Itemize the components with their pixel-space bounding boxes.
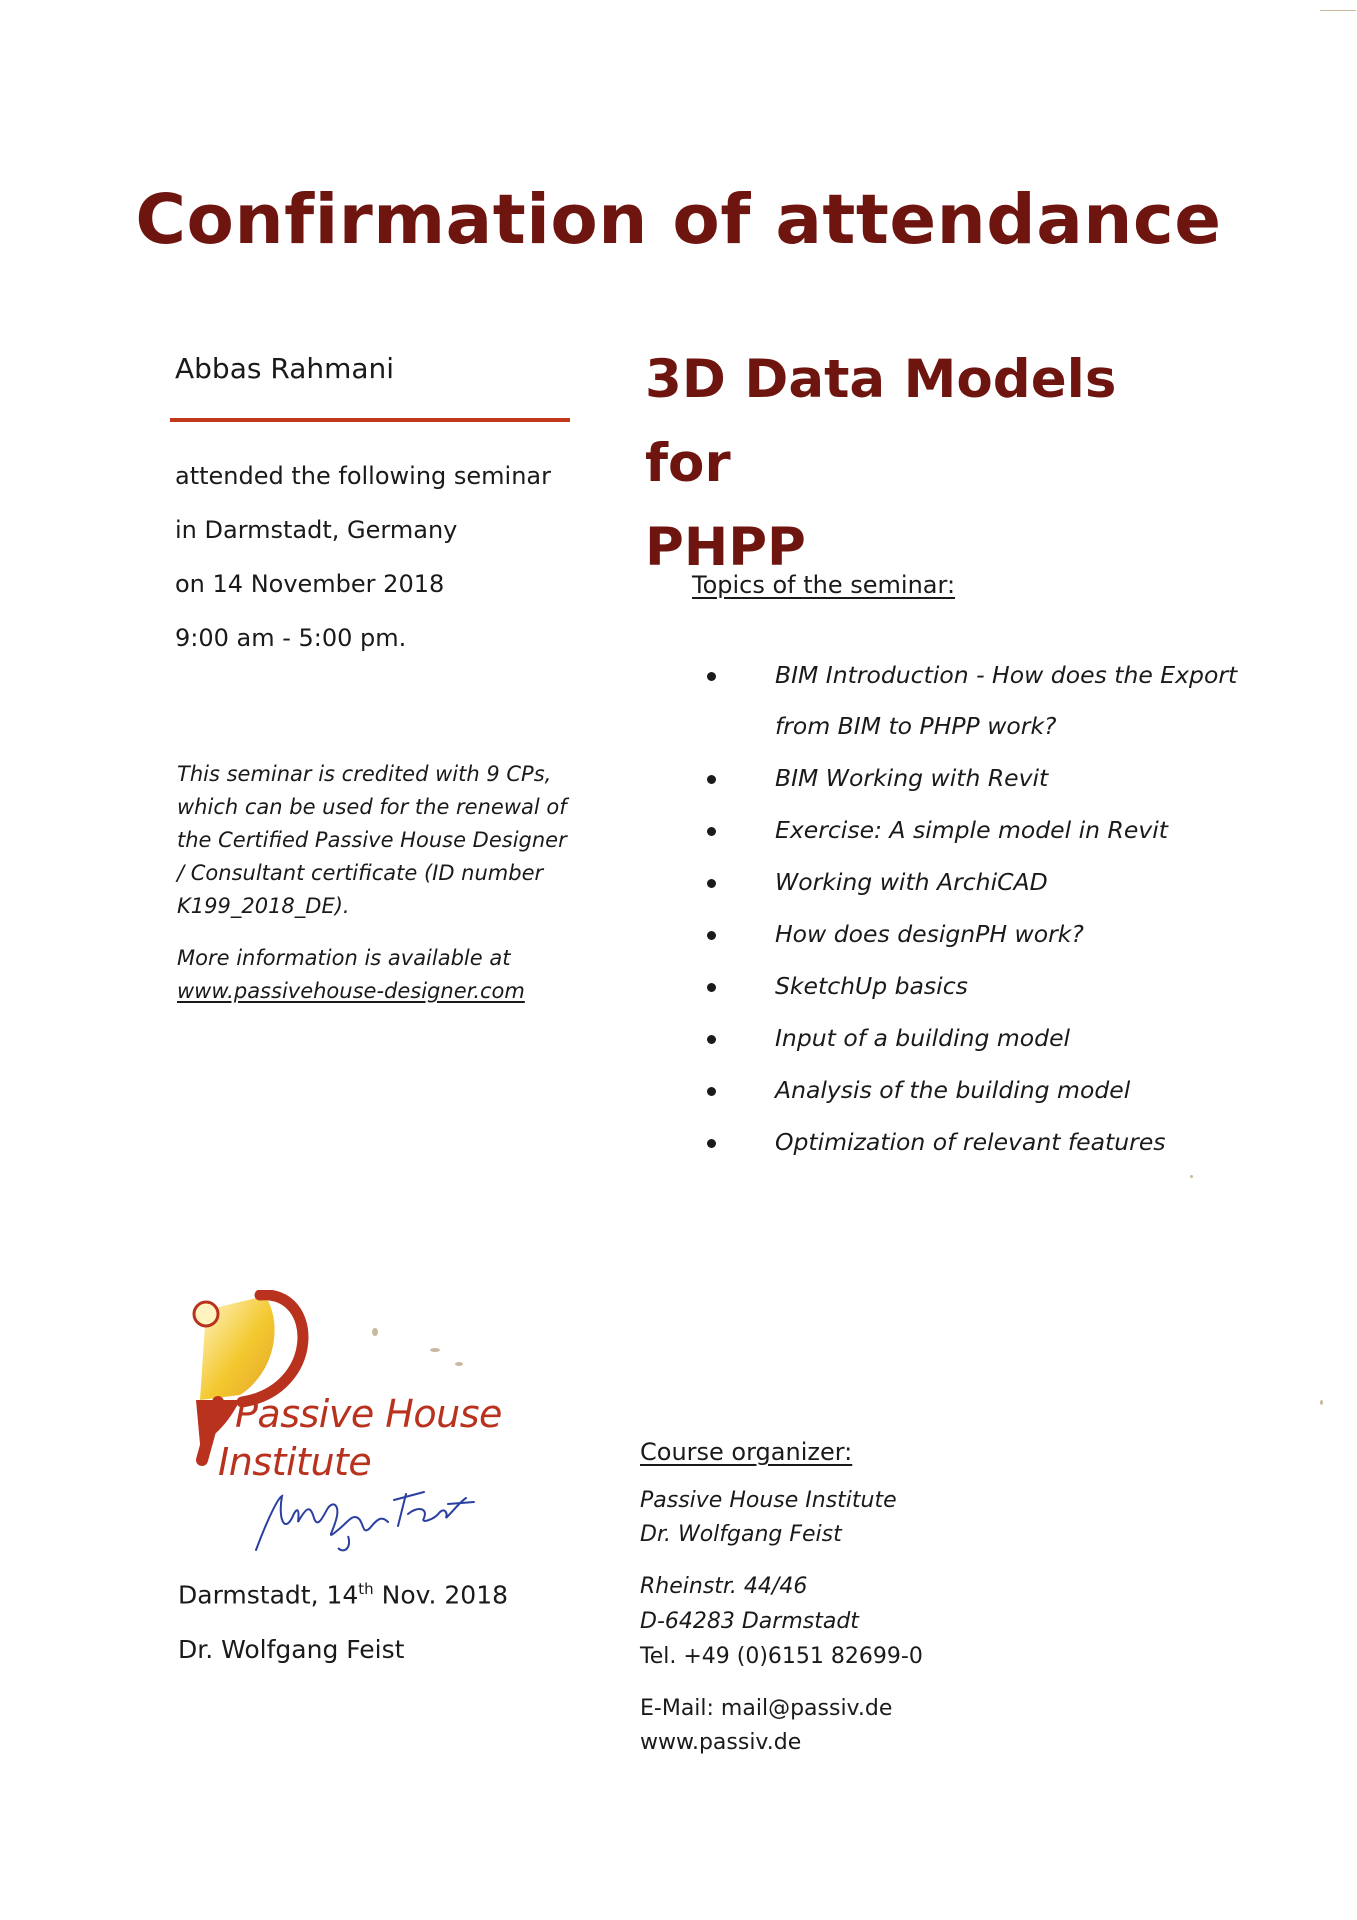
topic-list bbox=[700, 650, 1260, 1169]
organizer-website[interactable]: www.passiv.de bbox=[640, 1730, 802, 1755]
topic-label: Input of a building model bbox=[775, 1024, 1071, 1052]
more-info-text: More information is available at bbox=[177, 946, 511, 970]
seminar-title-line-1: 3D Data Models for bbox=[645, 349, 1117, 494]
organizer-city: D-64283 Darmstadt bbox=[640, 1609, 859, 1634]
seminar-title bbox=[645, 338, 1205, 590]
attendance-statement: attended the following seminar bbox=[175, 462, 552, 490]
bullet-icon bbox=[707, 931, 716, 940]
topic-item bbox=[700, 805, 1260, 856]
scan-speck bbox=[372, 1328, 378, 1336]
scan-edge-mark bbox=[1320, 10, 1356, 11]
topic-item bbox=[700, 1117, 1260, 1168]
bullet-icon bbox=[707, 1139, 716, 1148]
organizer-phone: Tel. +49 (0)6151 82699-0 bbox=[640, 1644, 923, 1669]
designer-website-link[interactable]: www.passivehouse-designer.com bbox=[177, 979, 525, 1003]
seminar-title-line-2: PHPP bbox=[645, 517, 806, 578]
topic-item bbox=[700, 650, 1260, 752]
topic-label: SketchUp basics bbox=[775, 972, 968, 1000]
topic-label: Optimization of relevant features bbox=[775, 1128, 1166, 1156]
organizer-street: Rheinstr. 44/46 bbox=[640, 1574, 808, 1599]
credit-note-line: / Consultant certificate (ID number bbox=[177, 861, 544, 885]
place-date-suffix: Nov. 2018 bbox=[373, 1580, 509, 1610]
logo-text-line-1: Passive House bbox=[235, 1392, 502, 1436]
credit-note-line: This seminar is credited with 9 CPs, bbox=[177, 762, 552, 786]
seminar-location: in Darmstadt, Germany bbox=[175, 516, 458, 544]
bullet-icon bbox=[707, 1035, 716, 1044]
document-title: Confirmation of attendance bbox=[135, 180, 1222, 260]
topic-label: How does designPH work? bbox=[775, 920, 1084, 948]
seminar-date: on 14 November 2018 bbox=[175, 570, 445, 598]
bullet-icon bbox=[707, 672, 716, 681]
place-date-ordinal: th bbox=[358, 1580, 374, 1598]
organizer-heading: Course organizer: bbox=[640, 1438, 853, 1466]
topics-heading: Topics of the seminar: bbox=[692, 571, 956, 599]
topic-label: Exercise: A simple model in Revit bbox=[775, 816, 1168, 844]
scan-speck bbox=[455, 1362, 463, 1366]
credit-note-line: which can be used for the renewal of bbox=[177, 795, 567, 819]
credit-note bbox=[177, 758, 597, 923]
topic-item bbox=[700, 1013, 1260, 1064]
topic-label: BIM Introduction - How does the Export bbox=[775, 661, 1238, 689]
topic-item bbox=[700, 857, 1260, 908]
topic-item bbox=[700, 961, 1260, 1012]
topic-item bbox=[700, 909, 1260, 960]
bullet-icon bbox=[707, 775, 716, 784]
name-underline-rule bbox=[170, 418, 570, 422]
bullet-icon bbox=[707, 983, 716, 992]
handwritten-signature bbox=[248, 1478, 478, 1558]
organizer-name: Passive House Institute bbox=[640, 1488, 897, 1513]
scan-speck bbox=[1190, 1175, 1193, 1178]
credit-note-line: the Certified Passive House Designer bbox=[177, 828, 567, 852]
scan-speck bbox=[1320, 1400, 1323, 1405]
organizer-email[interactable]: E-Mail: mail@passiv.de bbox=[640, 1696, 893, 1721]
topic-item bbox=[700, 753, 1260, 804]
more-info-note bbox=[177, 942, 597, 1008]
attendee-name: Abbas Rahmani bbox=[175, 352, 395, 385]
place-date-prefix: Darmstadt, 14 bbox=[178, 1580, 359, 1610]
topic-label-continued: from BIM to PHPP work? bbox=[775, 712, 1057, 740]
place-and-date bbox=[178, 1580, 508, 1609]
seminar-time: 9:00 am - 5:00 pm. bbox=[175, 624, 407, 652]
topic-label: Analysis of the building model bbox=[775, 1076, 1131, 1104]
topic-label: BIM Working with Revit bbox=[775, 764, 1049, 792]
topic-label: Working with ArchiCAD bbox=[775, 868, 1048, 896]
bullet-icon bbox=[707, 827, 716, 836]
organizer-person: Dr. Wolfgang Feist bbox=[640, 1522, 842, 1547]
bullet-icon bbox=[707, 879, 716, 888]
scan-speck bbox=[430, 1348, 440, 1352]
logo-text-line-2: Institute bbox=[218, 1440, 372, 1484]
bullet-icon bbox=[707, 1087, 716, 1096]
signer-name: Dr. Wolfgang Feist bbox=[178, 1635, 405, 1664]
credit-id-line: K199_2018_DE). bbox=[177, 894, 350, 918]
topic-item bbox=[700, 1065, 1260, 1116]
